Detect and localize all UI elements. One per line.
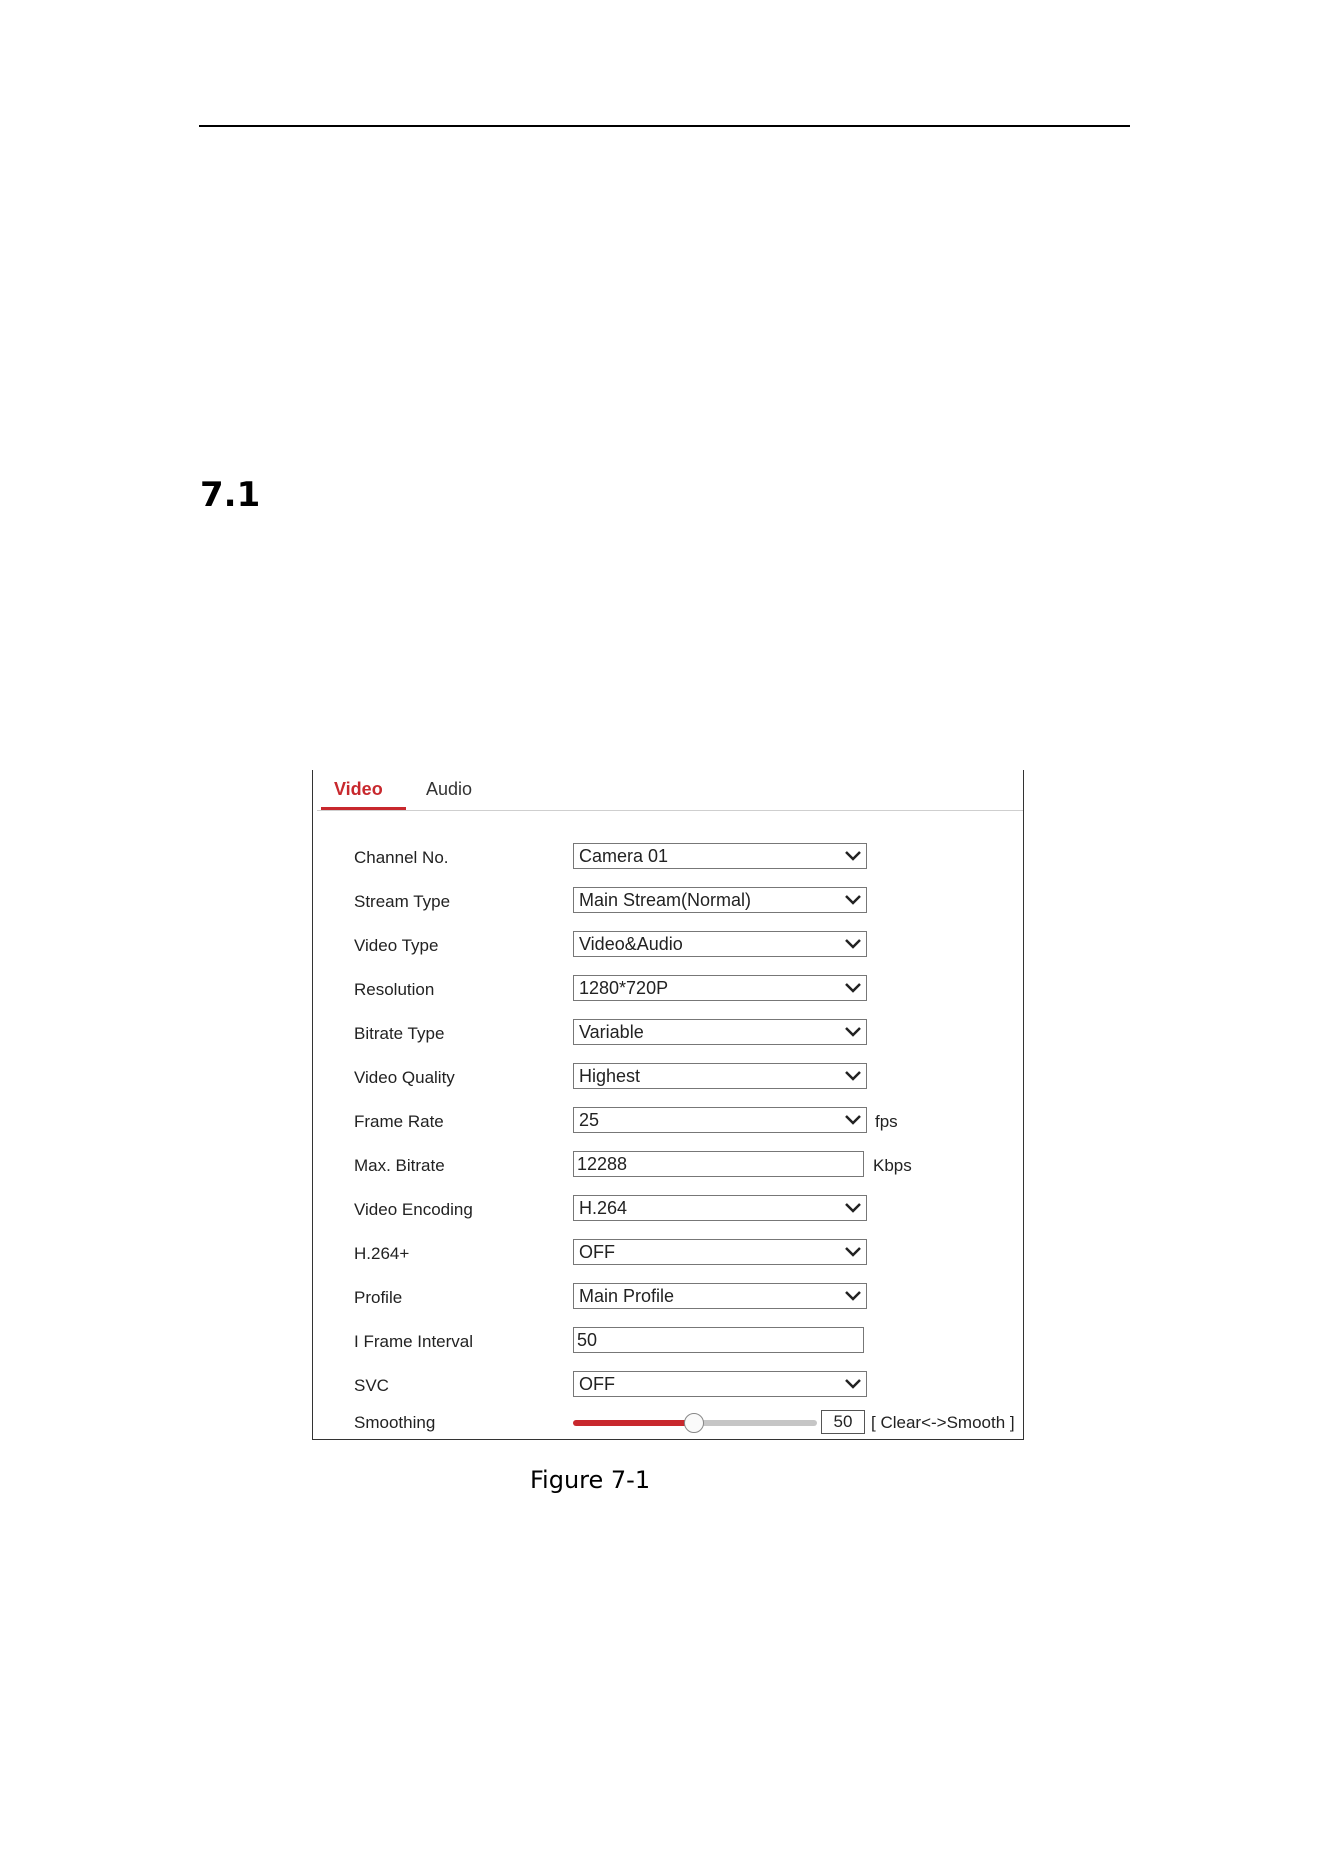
svc-value: OFF: [579, 1374, 615, 1394]
resolution-select[interactable]: [573, 975, 867, 1001]
tab-bar: [317, 770, 1023, 811]
section-number: 7.1: [200, 475, 261, 515]
row-video-quality: [313, 1063, 1023, 1093]
row-video-encoding: [313, 1195, 1023, 1225]
smoothing-slider-track[interactable]: [694, 1420, 817, 1426]
chevron-down-icon: [844, 980, 862, 996]
max-bitrate-unit: Kbps: [873, 1156, 912, 1175]
header-rule: [199, 125, 1130, 127]
h264-plus-value: OFF: [579, 1242, 615, 1262]
bitrate-type-select[interactable]: [573, 1019, 867, 1045]
resolution-label: Resolution: [354, 980, 435, 999]
chevron-down-icon: [844, 1068, 862, 1084]
row-profile: [313, 1283, 1023, 1313]
bitrate-type-value: Variable: [579, 1022, 644, 1042]
video-type-value: Video&Audio: [579, 934, 683, 954]
chevron-down-icon: [844, 1112, 862, 1128]
chevron-down-icon: [844, 1288, 862, 1304]
video-encoding-select[interactable]: [573, 1195, 867, 1221]
video-settings-panel: [312, 770, 1024, 1440]
chevron-down-icon: [844, 1024, 862, 1040]
row-stream-type: [313, 887, 1023, 917]
chevron-down-icon: [844, 892, 862, 908]
row-max-bitrate: [313, 1151, 1023, 1181]
row-frame-rate: [313, 1107, 1023, 1137]
smoothing-slider-handle[interactable]: [684, 1413, 704, 1433]
video-encoding-label: Video Encoding: [354, 1200, 473, 1219]
frame-rate-select[interactable]: [573, 1107, 867, 1133]
row-resolution: [313, 975, 1023, 1005]
stream-type-label: Stream Type: [354, 892, 451, 911]
svc-select[interactable]: [573, 1371, 867, 1397]
channel-no-select[interactable]: [573, 843, 867, 869]
video-quality-select[interactable]: [573, 1063, 867, 1089]
smoothing-label: Smoothing: [354, 1413, 436, 1432]
resolution-value: 1280*720P: [579, 978, 669, 998]
video-quality-value: Highest: [579, 1066, 641, 1086]
chevron-down-icon: [844, 936, 862, 952]
chevron-down-icon: [844, 848, 862, 864]
h264-plus-select[interactable]: [573, 1239, 867, 1265]
i-frame-interval-input[interactable]: [573, 1327, 864, 1353]
channel-no-label: Channel No.: [354, 848, 449, 867]
max-bitrate-input[interactable]: [573, 1151, 864, 1177]
frame-rate-unit: fps: [875, 1112, 898, 1131]
chevron-down-icon: [844, 1376, 862, 1392]
smoothing-value-box[interactable]: 50: [821, 1410, 865, 1434]
active-tab-indicator: [321, 807, 406, 810]
h264-plus-label: H.264+: [354, 1244, 410, 1263]
frame-rate-value: 25: [579, 1110, 600, 1130]
smoothing-slider-fill: [573, 1420, 694, 1426]
profile-label: Profile: [354, 1288, 403, 1307]
bitrate-type-label: Bitrate Type: [354, 1024, 445, 1043]
video-quality-label: Video Quality: [354, 1068, 455, 1087]
stream-type-select[interactable]: [573, 887, 867, 913]
row-video-type: [313, 931, 1023, 961]
channel-no-value: Camera 01: [579, 846, 669, 866]
video-encoding-value: H.264: [579, 1198, 628, 1218]
row-h264-plus: [313, 1239, 1023, 1269]
max-bitrate-label: Max. Bitrate: [354, 1156, 445, 1175]
chevron-down-icon: [844, 1200, 862, 1216]
profile-value: Main Profile: [579, 1286, 675, 1306]
tab-audio[interactable]: Audio: [426, 779, 473, 799]
row-bitrate-type: [313, 1019, 1023, 1049]
tab-video[interactable]: Video: [334, 779, 383, 799]
row-channel-no: [313, 843, 1023, 873]
row-svc: [313, 1371, 1023, 1401]
row-i-frame-interval: [313, 1327, 1023, 1357]
svc-label: SVC: [354, 1376, 389, 1395]
video-type-label: Video Type: [354, 936, 439, 955]
video-type-select[interactable]: [573, 931, 867, 957]
chevron-down-icon: [844, 1244, 862, 1260]
figure-caption: Figure 7-1: [530, 1466, 651, 1494]
smoothing-hint: [ Clear<->Smooth ]: [871, 1413, 1015, 1432]
frame-rate-label: Frame Rate: [354, 1112, 444, 1131]
i-frame-interval-label: I Frame Interval: [354, 1332, 474, 1351]
stream-type-value: Main Stream(Normal): [579, 890, 752, 910]
row-smoothing: [313, 1408, 1023, 1438]
profile-select[interactable]: [573, 1283, 867, 1309]
